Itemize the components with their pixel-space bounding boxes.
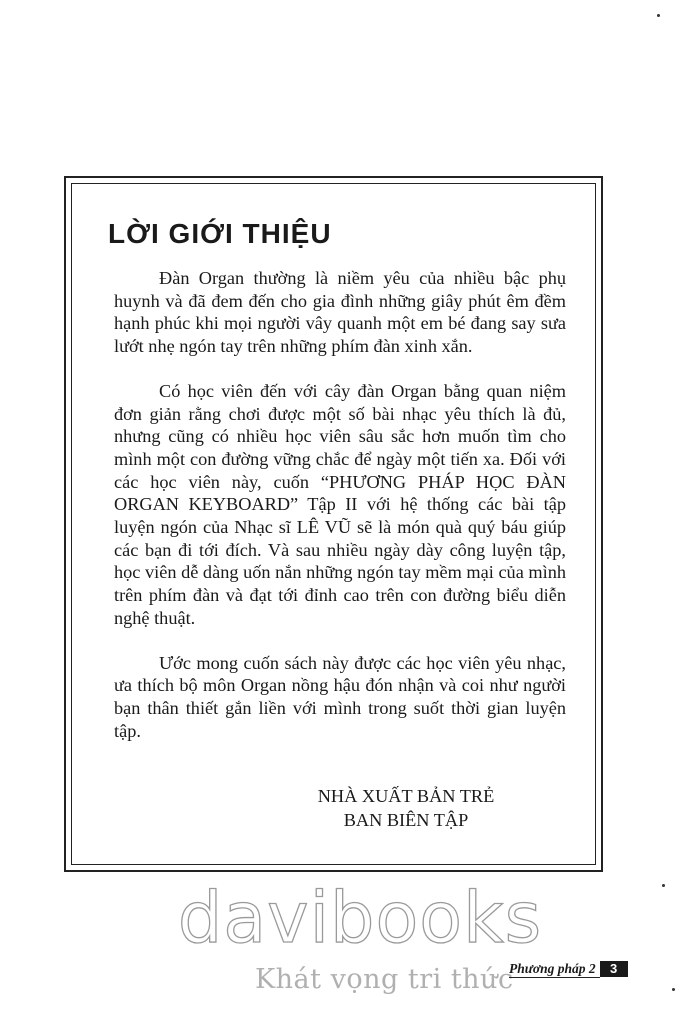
- scan-speck: [662, 884, 665, 887]
- page-footer: [509, 960, 628, 978]
- watermark-brand: davibooks: [177, 877, 543, 959]
- intro-paragraph-1: Đàn Organ thường là niềm yêu của nhiều bậc phụ huynh và đã đem đến cho gia đình những giây phút êm đềm hạnh phúc khi mọi người vây quanh một em bé đang say sưa lướt nhẹ ngón tay trên những phím đàn xinh xắn.: [114, 268, 566, 357]
- signature-editorial-board: BAN BIÊN TẬP: [343, 810, 469, 830]
- page-number: 3: [600, 961, 628, 977]
- signature-block: [246, 784, 566, 832]
- intro-paragraph-2: Có học viên đến với cây đàn Organ bằng quan niệm đơn giản rằng chơi được một số bài nhạc yêu thích là đủ, nhưng cũng có nhiều học viên sâu sắc hơn muốn tìm cho mình một con đường vững chắc để ngày một tiến xa. Đối với các học viên này, cuốn “PHƯƠNG PHÁP HỌC ĐÀN ORGAN KEYBOARD” Tập II với hệ thống các bài tập luyện ngón của Nhạc sĩ LÊ VŨ sẽ là món quà quý báu giúp các bạn đi tới đích. Và sau nhiều ngày dày công luyện tập, học viên dễ dàng uốn nắn những ngón tay mềm mại của mình trên phím đàn và đạt tới đỉnh cao trên con đường biểu diễn nghệ thuật.: [114, 380, 566, 628]
- watermark-tagline: Khát vọng tri thức: [255, 964, 514, 995]
- footer-book-label: Phương pháp 2: [509, 961, 600, 978]
- page-title: LỜI GIỚI THIỆU: [108, 218, 332, 249]
- intro-frame: [64, 176, 603, 872]
- scan-speck: [657, 14, 660, 17]
- signature-publisher: NHÀ XUẤT BẢN TRẺ: [317, 786, 495, 806]
- intro-paragraph-3: Ước mong cuốn sách này được các học viên yêu nhạc, ưa thích bộ môn Organ nồng hậu đón nhận và coi như người bạn thân thiết gắn liền với mình trong suốt thời gian luyện tập.: [114, 652, 566, 741]
- intro-body: [114, 267, 566, 764]
- scan-speck: [672, 988, 675, 991]
